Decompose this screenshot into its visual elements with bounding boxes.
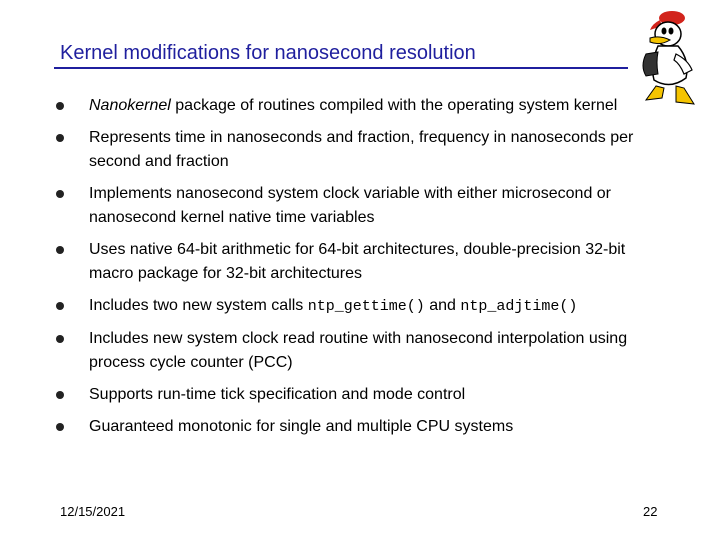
- code-ntp-adjtime: ntp_adjtime(): [460, 298, 578, 315]
- footer-date: 12/15/2021: [60, 504, 126, 519]
- bullet-list: [56, 94, 666, 439]
- bullet-text: Includes two new system calls: [89, 297, 308, 314]
- bullet-dot: [56, 102, 64, 110]
- bullet-text: package of routines compiled with the operating system kernel: [170, 97, 618, 114]
- list-item: [56, 182, 666, 230]
- list-item: [56, 294, 666, 319]
- bullet-dot: [56, 134, 64, 142]
- slide-title: Kernel modifications for nanosecond resolution: [60, 42, 476, 64]
- cartoon-duck-mascot-icon: [632, 8, 708, 108]
- bullet-text: Guaranteed monotonic for single and multiple CPU systems: [89, 418, 514, 435]
- list-item: [56, 383, 666, 407]
- bullet-text: Uses native 64-bit arithmetic for 64-bit architectures, double-precision 32-bit macro package for 32-bit architectures: [89, 241, 626, 282]
- list-item: [56, 415, 666, 439]
- bullet-text-joiner: and: [424, 297, 461, 314]
- bullet-dot: [56, 335, 64, 343]
- list-item: [56, 94, 666, 118]
- bullet-text: Represents time in nanoseconds and fraction, frequency in nanoseconds per second and fraction: [89, 129, 634, 170]
- bullet-dot: [56, 302, 64, 310]
- title-underline: [54, 67, 628, 69]
- bullet-text: Includes new system clock read routine with nanosecond interpolation using process cycle counter (PCC): [89, 330, 628, 371]
- bullet-text: Supports run-time tick specification and mode control: [89, 386, 466, 403]
- bullet-dot: [56, 246, 64, 254]
- bullet-emphasis: Nanokernel: [89, 97, 171, 114]
- list-item: [56, 327, 666, 375]
- bullet-dot: [56, 391, 64, 399]
- bullet-dot: [56, 423, 64, 431]
- page-number: 22: [643, 504, 658, 519]
- code-ntp-gettime: ntp_gettime(): [307, 298, 425, 315]
- bullet-text: Implements nanosecond system clock variable with either microsecond or nanosecond kernel native time variables: [89, 185, 612, 226]
- list-item: [56, 126, 666, 174]
- list-item: [56, 238, 666, 286]
- bullet-dot: [56, 190, 64, 198]
